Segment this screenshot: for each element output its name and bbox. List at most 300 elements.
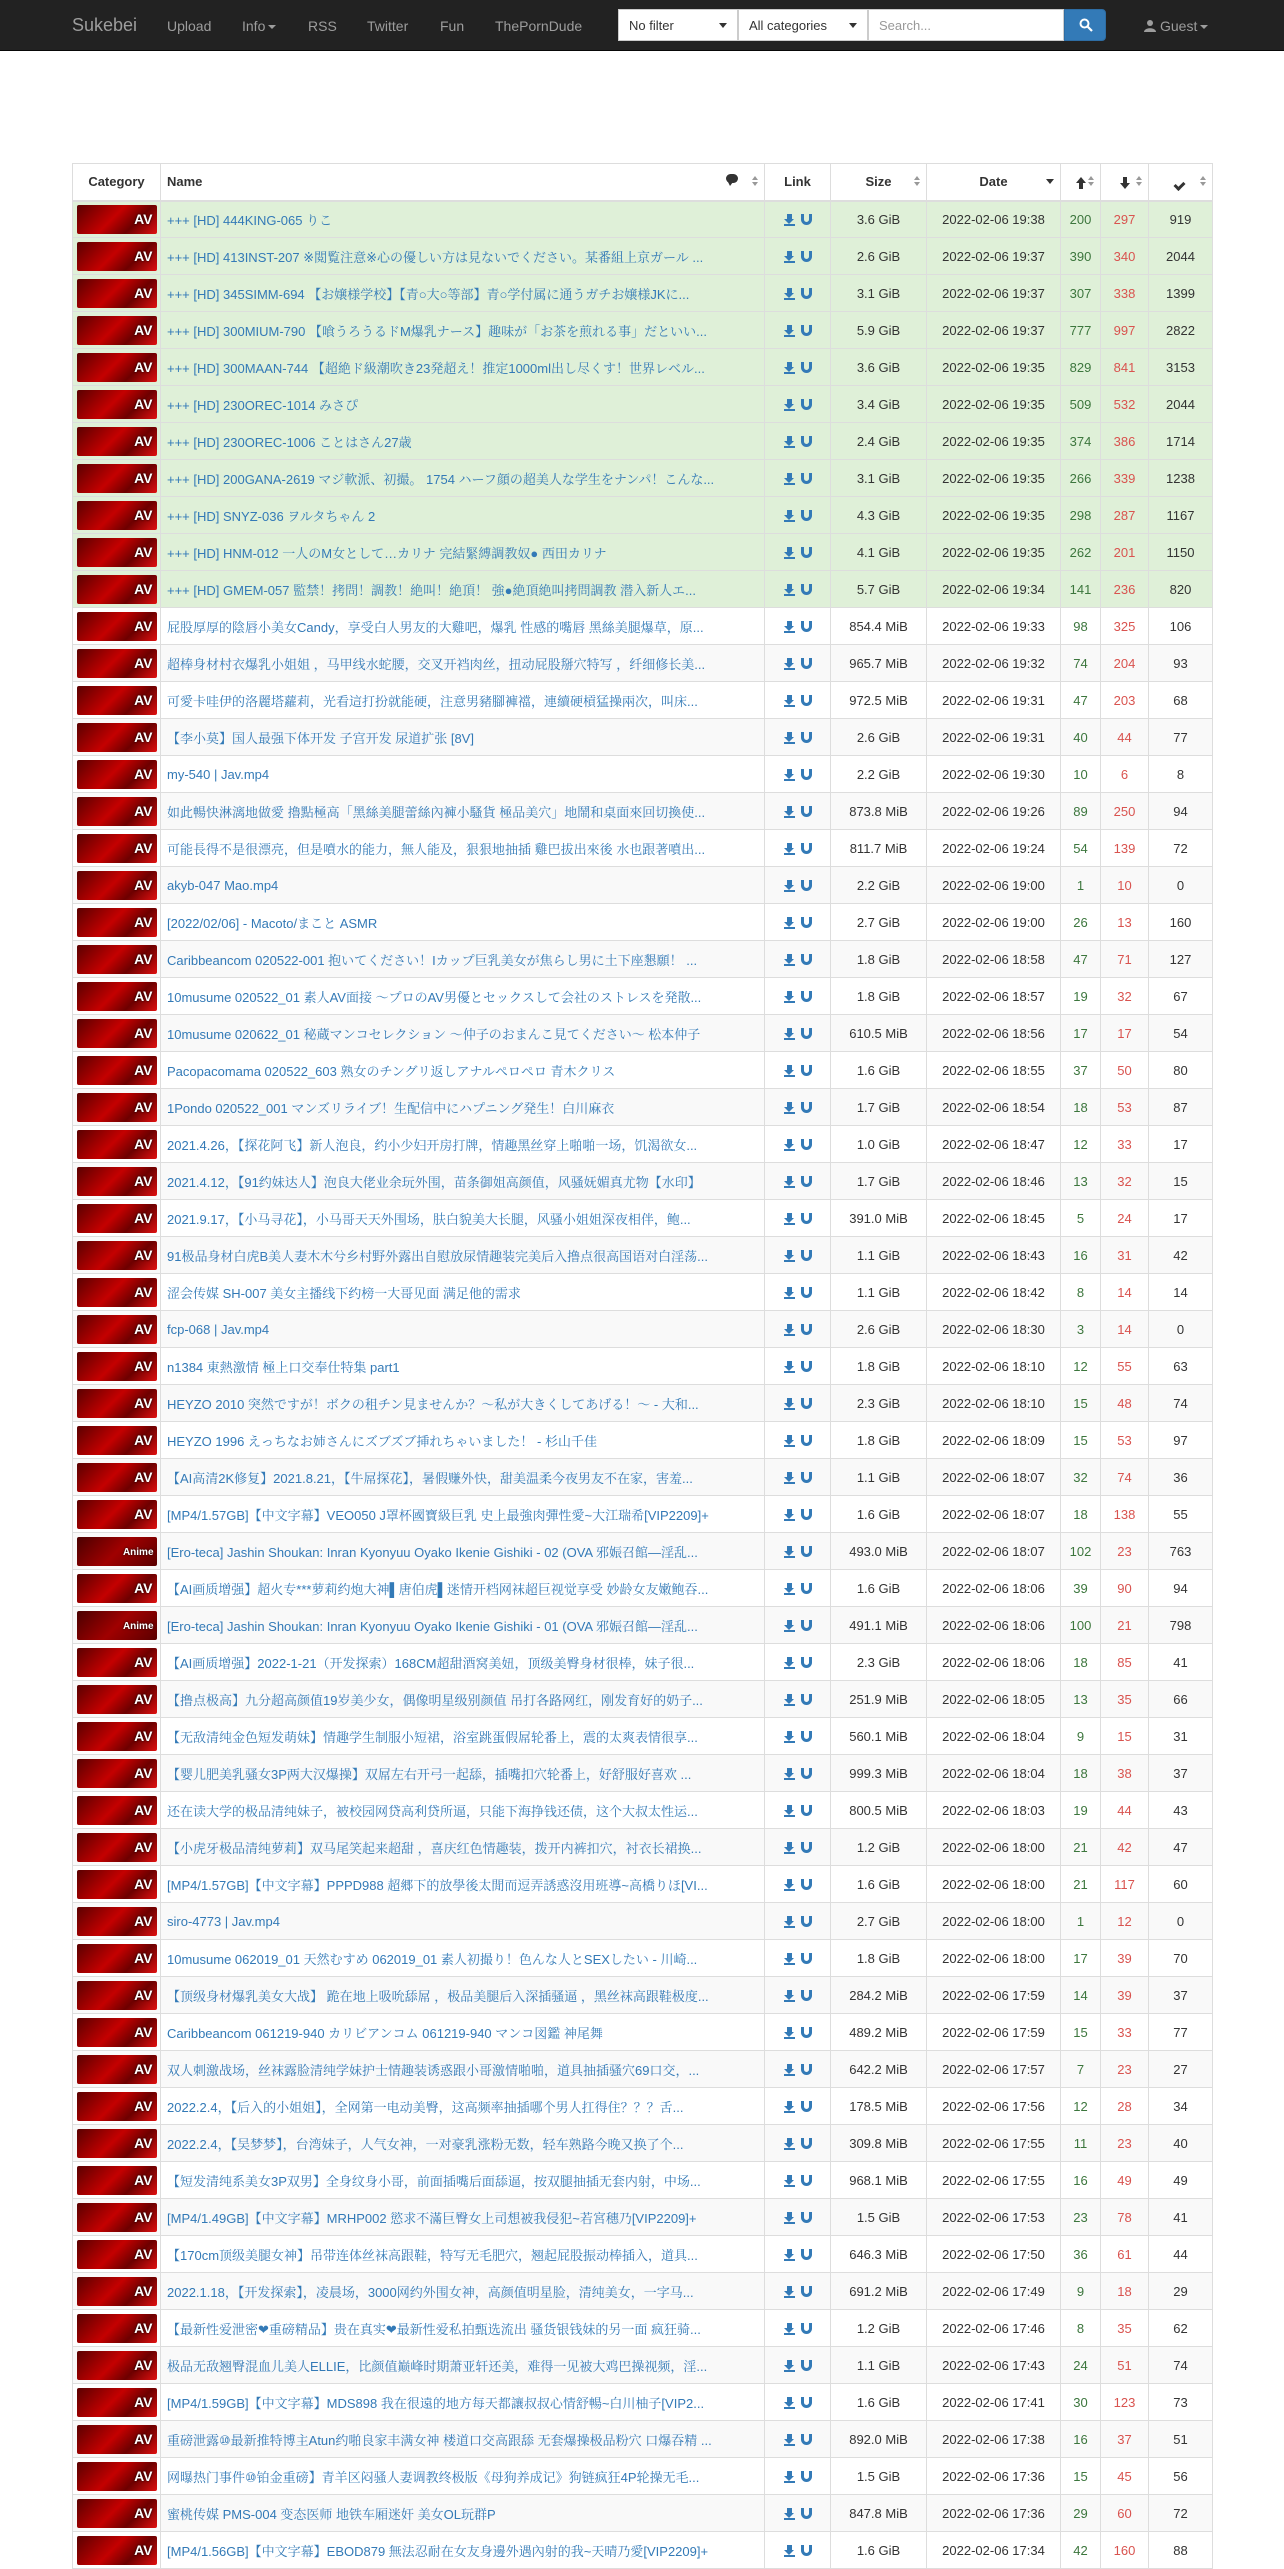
magnet-icon[interactable] [801, 2101, 812, 2113]
download-icon[interactable] [784, 954, 795, 966]
category-badge[interactable] [77, 1759, 157, 1788]
category-badge[interactable] [77, 834, 157, 863]
category-badge[interactable] [77, 1389, 157, 1418]
download-icon[interactable] [784, 732, 795, 744]
magnet-icon[interactable] [801, 251, 812, 263]
category-badge[interactable] [77, 1981, 157, 2010]
torrent-title-link[interactable]: 【撸点极高】九分超高颜值19岁美少女，偶像明星级别颜值 吊打各路网红，刚发育好的奶子... [167, 1692, 703, 1708]
category-badge[interactable] [77, 612, 157, 641]
category-badge[interactable] [77, 1278, 157, 1307]
category-label: AV [134, 395, 153, 412]
category-badge[interactable] [77, 2351, 157, 2380]
torrent-title-link[interactable]: 双人刺激战场，丝袜露脸清纯学妹护士情趣装诱惑跟小哥激情啪啪，道具抽插骚穴69口交，... [167, 2062, 700, 2078]
category-badge[interactable] [77, 1463, 157, 1492]
magnet-icon[interactable] [801, 991, 812, 1003]
nav-theporndude[interactable]: ThePornDude [495, 18, 583, 34]
category-select[interactable] [738, 9, 868, 41]
category-badge[interactable] [77, 2018, 157, 2047]
download-icon[interactable] [784, 1990, 795, 2002]
category-badge[interactable] [77, 1648, 157, 1677]
category-badge[interactable] [77, 538, 157, 567]
nav-upload[interactable]: Upload [167, 18, 212, 34]
magnet-icon[interactable] [801, 806, 812, 818]
category-label: Anime [122, 1546, 154, 1558]
torrent-title-link[interactable]: 【婴儿肥美乳骚女3P两大汉爆操】双屌左右开弓一起舔，插嘴扣穴轮番上，好舒服好喜欢 ... [167, 1766, 692, 1782]
category-badge[interactable] [77, 723, 157, 752]
torrent-title-link[interactable]: +++ [HD] 230OREC-1014 みさぴ [167, 397, 359, 413]
download-icon[interactable] [784, 214, 795, 226]
category-badge[interactable] [77, 1241, 157, 1270]
category-badge[interactable] [77, 1685, 157, 1714]
category-badge[interactable] [77, 279, 157, 308]
category-badge[interactable] [77, 2499, 157, 2528]
size-cell: 3.6 GiB [831, 349, 927, 386]
magnet-icon[interactable] [801, 1287, 812, 1299]
category-badge[interactable] [77, 2462, 157, 2491]
magnet-icon[interactable] [801, 436, 812, 448]
torrent-title-link[interactable]: Caribbeancom 061219-940 カリビアンコム 061219-940 マンコ図鑑 神尾舞 [167, 2025, 603, 2041]
download-icon[interactable] [784, 288, 795, 300]
category-badge[interactable] [77, 797, 157, 826]
torrent-title-link[interactable]: 91极品身材白虎B美人妻木木兮乡村野外露出自慰放尿情趣装完美后入撸点很高国语对白淫荡... [167, 1248, 708, 1264]
torrent-title-link[interactable]: [MP4/1.57GB]【中文字幕】PPPD988 超郷下的放學後太閒而逗弄誘惑沒用班導~高橋りほ[VI... [167, 1877, 708, 1893]
category-badge[interactable] [77, 982, 157, 1011]
magnet-icon[interactable] [801, 2360, 812, 2372]
torrent-title-link[interactable]: 涩会传媒 SH-007 美女主播线下约榜一大哥见面 满足他的需求 [167, 1285, 521, 1301]
torrent-title-link[interactable]: 极品无敌翘臀混血儿美人ELLIE，比颜值巅峰时期萧亚轩还美，难得一见被大鸡巴操视频，淫... [167, 2358, 708, 2374]
category-label: AV [134, 2467, 153, 2484]
download-icon[interactable] [784, 1213, 795, 1225]
download-icon[interactable] [784, 2323, 795, 2335]
size-cell: 489.2 MiB [831, 2014, 927, 2051]
category-badge[interactable] [77, 242, 157, 271]
category-badge[interactable] [77, 2240, 157, 2269]
magnet-icon[interactable] [801, 1805, 812, 1817]
category-badge[interactable] [77, 2092, 157, 2121]
category-badge[interactable] [77, 649, 157, 678]
download-icon[interactable] [784, 2545, 795, 2557]
completed-cell: 94 [1149, 1570, 1213, 1607]
magnet-icon[interactable] [801, 2249, 812, 2261]
download-icon[interactable] [784, 769, 795, 781]
category-badge[interactable] [77, 501, 157, 530]
magnet-icon[interactable] [801, 2545, 812, 2557]
magnet-icon[interactable] [801, 2508, 812, 2520]
magnet-icon[interactable] [801, 880, 812, 892]
category-badge[interactable] [77, 1574, 157, 1603]
magnet-icon[interactable] [801, 1065, 812, 1077]
magnet-icon[interactable] [801, 2212, 812, 2224]
download-icon[interactable] [784, 1768, 795, 1780]
download-icon[interactable] [784, 1102, 795, 1114]
magnet-icon[interactable] [801, 1398, 812, 1410]
category-badge[interactable] [77, 353, 157, 382]
torrent-title-link[interactable]: my-540 | Jav.mp4 [167, 766, 270, 782]
download-icon[interactable] [784, 1583, 795, 1595]
category-badge[interactable] [77, 945, 157, 974]
torrent-title-link[interactable]: +++ [HD] 300MAAN-744 【超絶ド級潮吹き23発超え！推定1000ml出し尽くす！世界レベル... [167, 360, 705, 376]
magnet-icon[interactable] [801, 658, 812, 670]
magnet-icon[interactable] [801, 1768, 812, 1780]
category-badge[interactable] [77, 1167, 157, 1196]
torrent-title-link[interactable]: HEYZO 1996 えっちなお姉さんにズブズブ挿れちゃいました！ - 杉山千佳 [167, 1433, 597, 1449]
torrent-title-link[interactable]: [2022/02/06] - Macoto/まこと ASMR [167, 915, 378, 931]
completed-cell: 60 [1149, 1866, 1213, 1903]
torrent-title-link[interactable]: 【小虎牙极品清纯萝莉】双马尾笑起来超甜 ，喜庆红色情趣装，拨开内裤扣穴，衬衣长裙换... [167, 1840, 702, 1856]
torrent-title-link[interactable]: +++ [HD] 413INST-207 ※閲覧注意※心の優しい方は見ないでください。某番組上京ガール ... [167, 249, 704, 265]
torrent-title-link[interactable]: +++ [HD] GMEM-057 監禁！拷問！調教！絶叫！絶頂！ 強●絶頂絶叫拷問調教 潜入新人エ... [167, 582, 696, 598]
download-icon[interactable] [784, 2175, 795, 2187]
category-badge[interactable] [77, 1426, 157, 1455]
category-badge[interactable] [77, 2277, 157, 2306]
magnet-icon[interactable] [801, 1731, 812, 1743]
download-icon[interactable] [784, 2397, 795, 2409]
download-icon[interactable] [784, 2212, 795, 2224]
search-icon [1079, 18, 1093, 32]
torrent-title-link[interactable]: 屁股厚厚的陰唇小美女Candy，享受白人男友的大雞吧，爆乳 性感的嘴唇 黑絲美腿爆草，原... [167, 619, 704, 635]
magnet-icon[interactable] [801, 917, 812, 929]
download-icon[interactable] [784, 695, 795, 707]
download-icon[interactable] [784, 2434, 795, 2446]
download-icon[interactable] [784, 1028, 795, 1040]
magnet-icon[interactable] [801, 843, 812, 855]
magnet-icon[interactable] [801, 399, 812, 411]
torrent-title-link[interactable]: 【李小莫】国人最强下体开发 子宫开发 尿道扩张 [8V] [167, 730, 474, 746]
magnet-icon[interactable] [801, 2175, 812, 2187]
header-date[interactable] [927, 164, 1061, 201]
torrent-title-link[interactable]: [Ero-teca] Jashin Shoukan: Inran Kyonyuu Oyako Ikenie Gishiki - 01 (OVA 邪娠召館―淫乱... [167, 1618, 698, 1634]
download-icon[interactable] [784, 1731, 795, 1743]
header-seeders[interactable] [1061, 164, 1101, 201]
magnet-icon[interactable] [801, 2471, 812, 2483]
download-icon[interactable] [784, 843, 795, 855]
filter-select[interactable] [618, 9, 738, 41]
download-icon[interactable] [784, 1324, 795, 1336]
category-badge[interactable] [77, 1315, 157, 1344]
user-menu[interactable] [1144, 18, 1208, 34]
magnet-icon[interactable] [801, 1250, 812, 1262]
size-cell: 5.7 GiB [831, 571, 927, 608]
download-icon[interactable] [784, 2286, 795, 2298]
category-badge[interactable] [77, 464, 157, 493]
link-cell [765, 534, 831, 571]
header-name[interactable] [161, 164, 765, 201]
torrent-title-link[interactable]: [MP4/1.56GB]【中文字幕】EBOD879 無法忍耐在女友身邊外遇內射的我~天晴乃愛[VIP2209]+ [167, 2543, 709, 2559]
torrent-title-link[interactable]: 2022.2.4，【后入的小姐姐】，全网第一电动美臀，这高频率抽插哪个男人扛得住？？？舌... [167, 2099, 684, 2115]
download-icon[interactable] [784, 2471, 795, 2483]
torrent-title-link[interactable]: 2022.1.18，【开发探索】，凌晨场，3000网约外围女神，高颜值明星脸，清纯美女，一字马... [167, 2284, 694, 2300]
torrent-title-link[interactable]: Caribbeancom 020522-001 抱いてください！Iカップ巨乳美女が焦らし男に土下座懇願！ ... [167, 952, 698, 968]
torrent-title-link[interactable]: [MP4/1.59GB]【中文字幕】MDS898 我在很遠的地方每天都讓叔叔心情舒暢~白川柚子[VIP2... [167, 2395, 705, 2411]
download-icon[interactable] [784, 1953, 795, 1965]
category-badge[interactable] [77, 1611, 157, 1640]
category-badge[interactable] [77, 908, 157, 937]
table-row [73, 682, 1213, 719]
torrent-title-link[interactable]: +++ [HD] 444KING-065 りこ [167, 212, 333, 228]
nav-twitter[interactable]: Twitter [367, 18, 409, 34]
magnet-icon[interactable] [801, 2027, 812, 2039]
header-size[interactable] [831, 164, 927, 201]
category-badge[interactable] [77, 1907, 157, 1936]
torrent-title-link[interactable]: 【AI画质增强】2022-1-21（开发探索）168CM超甜酒窝美妞，顶级美臀身材很棒，妹子很... [167, 1655, 695, 1671]
category-badge[interactable] [77, 1537, 157, 1566]
torrent-title-link[interactable]: HEYZO 2010 突然ですが！ボクの租チン見ませんか？～私が大きくしてあげる！～ - 大和... [167, 1396, 699, 1412]
torrent-title-link[interactable]: 超棒身材村衣爆乳小姐姐 ，马甲线水蛇腰，交叉开裆肉丝，扭动屁股掰穴特写 ，纤细修长美... [167, 656, 706, 672]
magnet-icon[interactable] [801, 954, 812, 966]
download-icon[interactable] [784, 1546, 795, 1558]
completed-cell: 2044 [1149, 386, 1213, 423]
download-icon[interactable] [784, 2360, 795, 2372]
torrent-title-link[interactable]: [MP4/1.49GB]【中文字幕】MRHP002 慾求不滿巨臀女上司想被我侵犯~若宮穗乃[VIP2209]+ [167, 2210, 697, 2226]
magnet-icon[interactable] [801, 2138, 812, 2150]
torrent-title-link[interactable]: 可能長得不是很漂亮，但是噴水的能力，無人能及，狠狠地抽插 雞巴拔出來後 水也跟著噴出... [167, 841, 706, 857]
torrent-title-link[interactable]: 【最新性爱泄密❤重磅精品】贵在真实❤最新性爱私拍甄选流出 骚货银钱妹的另一面 疯狂骑... [167, 2321, 701, 2337]
magnet-icon[interactable] [801, 1694, 812, 1706]
torrent-title-link[interactable]: 【顶级身材爆乳美女大战】 跪在地上吸吮舔屌 ，极品美腿后入深插骚逼 ，黑丝袜高跟鞋极度... [167, 1988, 709, 2004]
magnet-icon[interactable] [801, 1953, 812, 1965]
category-badge[interactable] [77, 2129, 157, 2158]
torrent-title-link[interactable]: 2021.9.17，【小马寻花】，小马哥天天外围场，肤白貌美大长腿，风骚小姐姐深夜相伴，鲍... [167, 1211, 691, 1227]
category-badge[interactable] [77, 1204, 157, 1233]
category-badge[interactable] [77, 1130, 157, 1159]
download-icon[interactable] [784, 991, 795, 1003]
download-icon[interactable] [784, 1879, 795, 1891]
torrent-title-link[interactable]: fcp-068 | Jav.mp4 [167, 1321, 270, 1337]
download-icon[interactable] [784, 658, 795, 670]
torrent-title-link[interactable]: [MP4/1.57GB]【中文字幕】VEO050 J罩杯國寶級巨乳 史上最強肉彈性愛~大江瑞希[VIP2209]+ [167, 1507, 709, 1523]
magnet-icon[interactable] [801, 1139, 812, 1151]
category-badge[interactable] [77, 760, 157, 789]
download-icon[interactable] [784, 584, 795, 596]
torrent-title-link[interactable]: 【无敌清纯金色短发萌妹】情趣学生制服小短裙，浴室跳蛋假屌轮番上，震的太爽表情很享... [167, 1729, 698, 1745]
torrent-title-link[interactable]: 【AI高清2K修复】2021.8.21，【牛屌探花】，暑假赚外快，甜美温柔今夜男友不在家，害羞... [167, 1470, 693, 1486]
magnet-icon[interactable] [801, 547, 812, 559]
download-icon[interactable] [784, 1842, 795, 1854]
download-icon[interactable] [784, 436, 795, 448]
download-icon[interactable] [784, 1694, 795, 1706]
download-icon[interactable] [784, 510, 795, 522]
download-icon[interactable] [784, 1139, 795, 1151]
magnet-icon[interactable] [801, 1583, 812, 1595]
magnet-icon[interactable] [801, 769, 812, 781]
name-cell [161, 1089, 765, 1126]
download-icon[interactable] [784, 547, 795, 559]
magnet-icon[interactable] [801, 1546, 812, 1558]
magnet-icon[interactable] [801, 1620, 812, 1632]
magnet-icon[interactable] [801, 288, 812, 300]
magnet-icon[interactable] [801, 1102, 812, 1114]
category-badge[interactable] [77, 871, 157, 900]
category-badge[interactable] [77, 2536, 157, 2565]
category-badge[interactable] [77, 2425, 157, 2454]
download-icon[interactable] [784, 2101, 795, 2113]
download-icon[interactable] [784, 1361, 795, 1373]
magnet-icon[interactable] [801, 1990, 812, 2002]
category-badge[interactable] [77, 205, 157, 234]
header-leechers[interactable] [1101, 164, 1149, 201]
seeders-cell: 89 [1061, 793, 1101, 830]
header-completed[interactable] [1149, 164, 1213, 201]
torrent-title-link[interactable]: 10musume 020622_01 秘蔵マンコセレクション 〜仲子のおまんこ見てください〜 松本仲子 [167, 1026, 701, 1042]
category-cell [73, 1570, 161, 1607]
download-icon[interactable] [784, 325, 795, 337]
magnet-icon[interactable] [801, 2397, 812, 2409]
link-cell [765, 2532, 831, 2569]
date-cell: 2022-02-06 18:43 [927, 1237, 1061, 1274]
download-icon[interactable] [784, 473, 795, 485]
magnet-icon[interactable] [801, 362, 812, 374]
category-badge[interactable] [77, 2203, 157, 2232]
seeders-cell: 9 [1061, 2273, 1101, 2310]
category-badge[interactable] [77, 390, 157, 419]
magnet-icon[interactable] [801, 214, 812, 226]
torrent-title-link[interactable]: 可愛卡哇伊的洛麗塔蘿莉，光看這打扮就能硬，注意男豬腳褲襠，連續硬槓猛操兩次，叫床... [167, 693, 698, 709]
date-cell: 2022-02-06 17:53 [927, 2199, 1061, 2236]
torrent-title-link[interactable]: 蜜桃传媒 PMS-004 变态医师 地铁车厢迷奸 美女OL玩群P [167, 2506, 496, 2522]
torrent-title-link[interactable]: +++ [HD] HNM-012 一人のM女として…カリナ 完結緊縛調教奴● 西田カリナ [167, 545, 607, 561]
magnet-icon[interactable] [801, 1028, 812, 1040]
torrent-title-link[interactable]: 2021.4.26，【探花阿飞】新人泡良，约小少妇开房打牌，情趣黑丝穿上啪啪一场，饥渴欲女... [167, 1137, 698, 1153]
torrent-title-link[interactable]: 10musume 020522_01 素人AV面接 ～プロのAV男優とセックスして会社のストレスを発散... [167, 989, 702, 1005]
magnet-icon[interactable] [801, 473, 812, 485]
download-icon[interactable] [784, 362, 795, 374]
category-badge[interactable] [77, 316, 157, 345]
magnet-icon[interactable] [801, 1916, 812, 1928]
category-badge[interactable] [77, 1796, 157, 1825]
download-icon[interactable] [784, 2138, 795, 2150]
magnet-icon[interactable] [801, 1472, 812, 1484]
category-badge[interactable] [77, 2055, 157, 2084]
category-badge[interactable] [77, 1019, 157, 1048]
download-icon[interactable] [784, 2064, 795, 2076]
torrent-title-link[interactable]: n1384 東熱激情 極上口交奉仕特集 part1 [167, 1359, 400, 1375]
category-badge[interactable] [77, 1944, 157, 1973]
torrent-title-link[interactable]: +++ [HD] 200GANA-2619 マジ軟派、初撮。 1754 ハーフ顔の超美人な学生をナンパ！こんな... [167, 471, 715, 487]
torrent-title-link[interactable]: +++ [HD] SNYZ-036 ヲルタちゃん 2 [167, 508, 376, 524]
download-icon[interactable] [784, 2027, 795, 2039]
magnet-icon[interactable] [801, 510, 812, 522]
magnet-icon[interactable] [801, 1657, 812, 1669]
magnet-icon[interactable] [801, 1879, 812, 1891]
category-badge[interactable] [77, 2314, 157, 2343]
download-icon[interactable] [784, 1176, 795, 1188]
magnet-icon[interactable] [801, 584, 812, 596]
download-icon[interactable] [784, 1435, 795, 1447]
category-badge[interactable] [77, 1093, 157, 1122]
download-icon[interactable] [784, 1398, 795, 1410]
download-icon[interactable] [784, 1620, 795, 1632]
magnet-icon[interactable] [801, 1435, 812, 1447]
download-icon[interactable] [784, 1916, 795, 1928]
torrent-title-link[interactable]: 1Pondo 020522_001 マンズリライブ！生配信中にハプニング発生！白川麻衣 [167, 1100, 615, 1116]
magnet-icon[interactable] [801, 732, 812, 744]
download-icon[interactable] [784, 880, 795, 892]
torrent-title-link[interactable]: 【170cm顶级美腿女神】吊带连体丝袜高跟鞋，特写无毛肥穴，翘起屁股振动棒插入，道具... [167, 2247, 698, 2263]
magnet-icon[interactable] [801, 1509, 812, 1521]
torrent-title-link[interactable]: 还在读大学的极品清纯妹子，被校园网贷高利贷所逼，只能下海挣钱还债，这个大叔太性运... [167, 1803, 698, 1819]
download-icon[interactable] [784, 1472, 795, 1484]
torrent-title-link[interactable]: +++ [HD] 300MIUM-790 【喰うろうるドM爆乳ナース】趣味が「お茶を煎れる事」だといい... [167, 323, 707, 339]
download-icon[interactable] [784, 1805, 795, 1817]
torrent-title-link[interactable]: 2021.4.12，【91约妹达人】泡良大佬业余玩外围，苗条御姐高颜值，风骚妩媚真尤物【水印】 [167, 1174, 701, 1190]
download-icon[interactable] [784, 806, 795, 818]
size-cell: 2.6 GiB [831, 238, 927, 275]
torrent-title-link[interactable]: +++ [HD] 230OREC-1006 ことはさん27歳 [167, 434, 412, 450]
download-icon[interactable] [784, 251, 795, 263]
download-icon[interactable] [784, 1250, 795, 1262]
nav-rss[interactable]: RSS [308, 18, 337, 34]
torrent-title-link[interactable]: [Ero-teca] Jashin Shoukan: Inran Kyonyuu Oyako Ikenie Gishiki - 02 (OVA 邪娠召館―淫乱... [167, 1544, 698, 1560]
category-badge[interactable] [77, 1500, 157, 1529]
category-badge[interactable] [77, 686, 157, 715]
category-badge[interactable] [77, 1352, 157, 1381]
torrent-title-link[interactable]: 网曝热门事件⑩铂金重磅】青羊区闷骚人妻调教终极版《母狗养成记》狗链疯狂4P轮操无毛... [167, 2469, 700, 2485]
magnet-icon[interactable] [801, 695, 812, 707]
magnet-icon[interactable] [801, 1324, 812, 1336]
magnet-icon[interactable] [801, 325, 812, 337]
search-button[interactable] [1064, 9, 1106, 41]
download-icon[interactable] [784, 1509, 795, 1521]
date-cell: 2022-02-06 18:07 [927, 1459, 1061, 1496]
magnet-icon[interactable] [801, 1176, 812, 1188]
magnet-icon[interactable] [801, 1213, 812, 1225]
torrent-title-link[interactable]: Pacopacomama 020522_603 熟女のチングリ返しアナルペロペロ 青木クリス [167, 1063, 616, 1079]
category-badge[interactable] [77, 1870, 157, 1899]
download-icon[interactable] [784, 621, 795, 633]
torrent-title-link[interactable]: 【AI画质增强】超火专***萝莉约炮大神▌唐伯虎▌迷情开档网袜超巨视觉享受 妙龄女友嫩鲍吞... [167, 1581, 709, 1597]
category-label: AV [134, 950, 153, 967]
download-icon[interactable] [784, 1065, 795, 1077]
site-brand[interactable]: Sukebei [72, 15, 138, 35]
magnet-icon[interactable] [801, 621, 812, 633]
category-badge[interactable] [77, 1056, 157, 1085]
torrent-title-link[interactable]: +++ [HD] 345SIMM-694 【お嬢様学校】【青○大○等部】青○学付属に通うガチお嬢様JKに... [167, 286, 690, 302]
magnet-icon[interactable] [801, 2323, 812, 2335]
category-label: AV [134, 839, 153, 856]
search-input[interactable] [868, 9, 1064, 41]
download-icon[interactable] [784, 1657, 795, 1669]
download-icon[interactable] [784, 917, 795, 929]
download-icon[interactable] [784, 1287, 795, 1299]
torrent-title-link[interactable]: 【短发清纯系美女3P双男】全身纹身小哥，前面插嘴后面舔逼，按双腿抽插无套内射，中场... [167, 2173, 701, 2189]
magnet-icon[interactable] [801, 2434, 812, 2446]
category-label: AV [134, 876, 153, 893]
category-badge[interactable] [77, 1722, 157, 1751]
category-badge[interactable] [77, 427, 157, 456]
torrent-title-link[interactable]: akyb-047 Mao.mp4 [167, 877, 279, 893]
nav-fun[interactable]: Fun [440, 18, 465, 34]
magnet-icon[interactable] [801, 2064, 812, 2076]
magnet-icon[interactable] [801, 1361, 812, 1373]
magnet-icon[interactable] [801, 1842, 812, 1854]
download-icon[interactable] [784, 2508, 795, 2520]
link-cell [765, 1200, 831, 1237]
torrent-title-link[interactable]: 2022.2.4，【吴梦梦】，台湾妹子，人气女神，一对豪乳涨粉无数，轻车熟路今晚又换了个... [167, 2136, 684, 2152]
torrent-title-link[interactable]: 10musume 062019_01 天然むすめ 062019_01 素人初撮り！色んな人とSEXしたい - 川崎... [167, 1951, 698, 1967]
category-badge[interactable] [77, 575, 157, 604]
header-category[interactable]: Category [73, 164, 161, 201]
category-badge[interactable] [77, 2166, 157, 2195]
torrent-title-link[interactable]: siro-4773 | Jav.mp4 [167, 1913, 280, 1929]
category-badge[interactable] [77, 2388, 157, 2417]
torrent-title-link[interactable]: 重磅泄露⑩最新推特博主Atun约啪良家丰满女神 楼道口交高跟舔 无套爆操极品粉穴 口爆吞精 ... [167, 2432, 712, 2448]
download-icon[interactable] [784, 2249, 795, 2261]
torrent-title-link[interactable]: 如此暢快淋漓地做愛 擼點極高「黑絲美腿蕾絲內褲小騷貨 極品美穴」地鬧和桌面來回切換使... [167, 804, 706, 820]
download-icon[interactable] [784, 399, 795, 411]
category-badge[interactable] [77, 1833, 157, 1862]
nav-info[interactable] [242, 18, 276, 34]
magnet-icon[interactable] [801, 2286, 812, 2298]
